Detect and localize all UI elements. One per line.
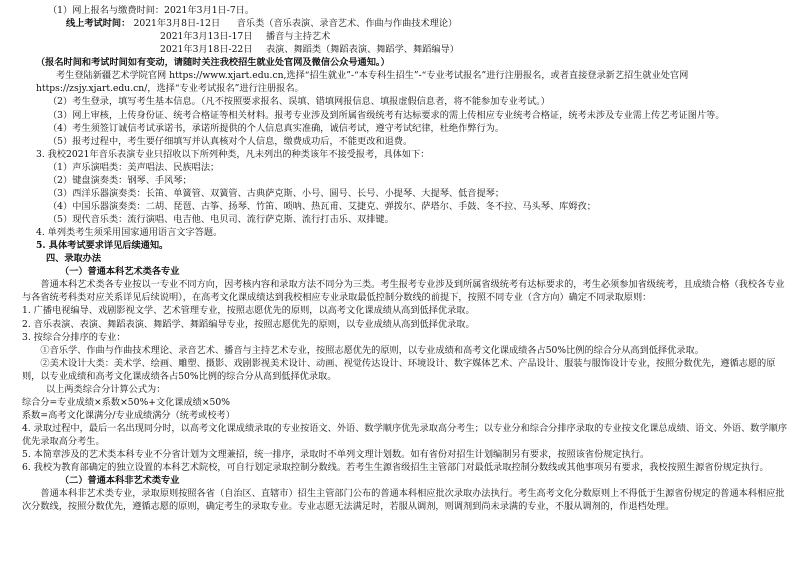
rule-6: 6. 我校为教育部确定的独立设置的本科艺术院校，可自行划定录取控制分数线。若考生生源省级招生主管部门对最低录取控制分数线或其他事项另有要求，我校按照生源省份规定执行。 (22, 462, 769, 474)
music-types-intro: 3. 我校2021年音乐表演专业只招收以下所列种类，凡未列出的种类该年不接受报考，具体如下： (36, 148, 430, 160)
exam-item-3: 表演、舞蹈类（舞蹈表演、舞蹈学、舞蹈编导） (266, 44, 459, 56)
section-four-heading: 四、录取办法 (46, 253, 102, 265)
rule-3-sub-1: ①音乐学、作曲与作曲技术理论、录音艺术、播音与主持艺术专业，按照志愿优先的原则，以专业成绩和高考文化课成绩各占50%比例的综合分从高到低择优录取。 (40, 344, 704, 356)
step-2: （2）考生登录，填写考生基本信息。（凡不按照要求报名、误填、错填网报信息、填报虚假信息者，将不能参加专业考试。） (48, 96, 550, 108)
register-line-2: https://zsjy.xjart.edu.cn/，选择“专业考试报名”进行注册报名。 (36, 83, 304, 95)
formula-intro: 以上两类综合分计算公式为： (46, 383, 166, 395)
signup-time-text: （1）网上报名与缴费时间：2021年3月1日-7日。 (48, 5, 255, 16)
exam-item-2: 播音与主持艺术 (266, 31, 331, 43)
exam-time-line (12, 17, 788, 30)
step-3: （3）网上审核，上传身份证、统考合格证等相关材料。报考专业涉及到所属省级统考有达标要求的需上传相应专业统考合格证，统考未涉及专业需上传艺考证图片等。 (48, 109, 725, 121)
language-note: 4. 单列类考生须采用国家通用语言文字答题。 (36, 227, 223, 239)
music-type-3: （3）西洋乐器演奏类：长笛、单簧管、双簧管、古典萨克斯、小号、圆号、长号、小提琴、大提琴、低音提琴； (48, 187, 505, 199)
followup-note: 5. 具体考试要求详见后续通知。 (36, 240, 169, 252)
music-type-4: （4）中国乐器演奏类：二胡、琵琶、古筝、扬琴、竹笛、唢呐、热瓦甫、艾捷克、弹拨尔、萨塔尔、手鼓、冬不拉、马头琴、库姆孜； (48, 200, 596, 212)
formula-coefficient: 系数=高考文化课满分/专业成绩满分（统考或校考） (22, 409, 235, 421)
rule-2: 2. 音乐表演、表演、舞蹈表演、舞蹈学、舞蹈编导专业，按照志愿优先的原则，以专业成绩从高到低择优录取。 (22, 318, 475, 330)
exam-time-label: 线上考试时间： (66, 18, 131, 30)
step-4: （4）考生须签订诚信考试承诺书，承诺所提供的个人信息真实准确，诚信考试，遵守考试纪律，杜绝作弊行为。 (48, 122, 505, 134)
music-type-1: （1）声乐演唱类：美声唱法、民族唱法； (48, 161, 220, 173)
step-5: （5）报考过程中，考生要仔细填写并认真核对个人信息，缴费成功后，不能更改和退费。 (48, 135, 413, 147)
subsection-nonart-heading: （二）普通本科非艺术类专业 (60, 475, 180, 487)
rule-1: 1. 广播电视编导、戏剧影视文学、艺术管理专业，按照志愿优先的原则，以高考文化课成绩从高到低择优录取。 (22, 305, 475, 317)
rule-5: 5. 本简章涉及的艺术类本科专业不分省计划为文理兼招，统一排序，录取时不单列文理计划数。如有省份对招生计划编制另有要求，按照该省份规定执行。 (22, 449, 650, 461)
exam-item-1: 音乐类（音乐表演、录音艺术、作曲与作曲技术理论） (236, 18, 458, 30)
exam-date-2: 2021年3月13日-17日 (160, 31, 253, 43)
subsection-nonart-paragraph: 普通本科非艺术类专业，录取原则按照各省（自治区、直辖市）招生主管部门公布的普通本科相应批次录取办法执行。考生高考文化分数原则上不得低于生源省份规定的普通本科相应批次分数线，按照分数优先，遵循志愿的原则，确定考生的录取专业。专业志愿无法满足时，若服从调剂，则调剂到尚未录满的专业，不服从调剂的，作退档处理。 (22, 488, 785, 513)
rule-3-sub-2: ②美术设计大类：美术学、绘画、雕塑、摄影、戏剧影视美术设计、动画、视觉传达设计、环境设计、数字媒体艺术、产品设计、服装与服饰设计专业，按照分数优先，遵循志愿的原则，以专业成绩和高考文化课成绩各占50%比例的综合分从高到低择优录取。 (22, 357, 776, 382)
exam-schedule-row-3 (12, 43, 788, 56)
notice-line: （报名时间和考试时间如有变动，请随时关注我校招生就业处官网及微信公众号通知。） (36, 57, 390, 69)
register-line-1: 考生登陆新疆艺术学院官网 https://www.xjart.edu.cn,选择“招生就业”-“本专科生招生”-“专业考试报名”进行注册报名，或者直接登录新艺招生就业处官网 (56, 70, 689, 82)
subsection-art-heading: （一）普通本科艺术类各专业 (60, 266, 180, 278)
exam-date-3: 2021年3月18日-22日 (160, 44, 253, 56)
rule-4: 4. 录取过程中，最后一名出现同分时，以高考文化课成绩录取的专业按语文、外语、数学顺序优先录取高分考生；以专业分和综合分排序录取的专业按文化课总成绩、语文、外语、数学顺序优先录取高分考生。 (22, 423, 788, 448)
rule-3: 3. 按综合分排序的专业： (22, 331, 126, 343)
exam-schedule-row-2 (12, 30, 788, 43)
signup-time-line (12, 4, 788, 17)
music-type-2: （2）键盘演奏类：钢琴、手风琴； (48, 174, 192, 186)
music-type-5: （5）现代音乐类：流行演唱、电吉他、电贝司、流行萨克斯、流行打击乐、双排键。 (48, 214, 394, 225)
formula-composite: 综合分=专业成绩×系数×50%+文化课成绩×50% (22, 396, 230, 408)
exam-date-1: 2021年3月8日-12日 (133, 18, 221, 30)
subsection-art-paragraph: 普通本科艺术类各专业按以一专业不同方向，因考核内容和录取方法不同分为三类。考生报考专业涉及到所属省级统考有达标要求的，考生必须参加省级统考，且成绩合格（我校各专业与各省统考科类对应关系详见后续说明），在高考文化课成绩达到我校相应专业录取最低控制分数线的前提下，按照不同专业（含方向）确定不同录取原则： (22, 279, 785, 304)
